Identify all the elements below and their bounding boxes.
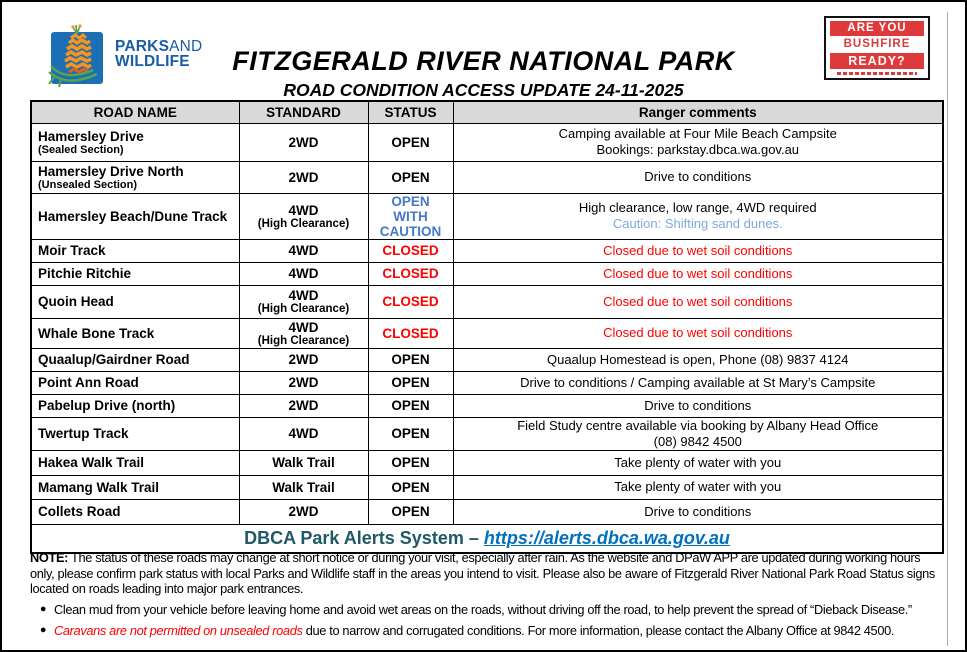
- note-paragraph: [30, 550, 947, 597]
- road-name: Mamang Walk Trail: [38, 479, 160, 495]
- road-standard: 4WD: [288, 288, 319, 303]
- table-row: [31, 417, 943, 450]
- road-standard: 4WD: [288, 426, 319, 441]
- ranger-comment-line2: (08) 9842 4500: [653, 433, 742, 449]
- road-status: CLOSED: [368, 318, 453, 348]
- bullet-text: [54, 623, 894, 638]
- note-text: The status of these roads may change at short notice or during your visit, especially after rain. As the website and DPaW APP are updated during working hours only, please confirm park status with local Parks and Wildlife staff in the areas you intend to visit. Please also be aware of Fitzgerald River National Park Road Status signs located on roads leading into major park entrances.: [30, 550, 935, 596]
- road-status: CLOSED: [368, 262, 453, 285]
- ranger-comment: Drive to conditions: [644, 169, 752, 184]
- logo-wordmark: PARKSAND WILDLIFE: [115, 38, 203, 70]
- ranger-comment: Take plenty of water with you: [614, 479, 782, 494]
- road-status: CLOSED: [368, 239, 453, 262]
- road-name: Hamersley Beach/Dune Track: [38, 208, 228, 224]
- table-row: [31, 161, 943, 193]
- table-row: [31, 450, 943, 475]
- road-standard: 4WD: [288, 202, 319, 218]
- table-row: [31, 193, 943, 239]
- road-standard: 2WD: [288, 134, 319, 150]
- note-label: NOTE:: [30, 550, 69, 565]
- road-status: OPEN: [368, 394, 453, 417]
- badge-fine-print: [837, 72, 917, 75]
- ranger-comment: Drive to conditions: [644, 397, 752, 413]
- table-row: [31, 348, 943, 371]
- road-name-sub: (Sealed Section): [38, 143, 124, 156]
- table-row: [31, 499, 943, 524]
- ranger-comment: Drive to conditions / Camping available at St Mary’s Campsite: [520, 374, 876, 390]
- bullet-text-rest: due to narrow and corrugated conditions. For more information, please contact the Albany Office at 9842 4500.: [302, 623, 895, 638]
- road-status: OPEN: [368, 475, 453, 499]
- ranger-comment: Take plenty of water with you: [614, 454, 782, 470]
- table-row: [31, 285, 943, 318]
- badge-line-1: ARE YOU: [830, 21, 924, 36]
- ranger-comment: Field Study centre available via booking by Albany Head Office: [517, 417, 879, 433]
- road-standard: 2WD: [288, 169, 319, 185]
- road-standard-sub: (High Clearance): [257, 303, 350, 315]
- bullet-list: [32, 602, 947, 644]
- table-row: [31, 475, 943, 499]
- road-standard: Walk Trail: [272, 479, 335, 495]
- road-conditions-table: [30, 100, 944, 554]
- table-row: [31, 318, 943, 348]
- road-standard: 2WD: [288, 504, 319, 519]
- road-status: OPEN: [368, 161, 453, 193]
- header-status: STATUS: [368, 101, 453, 123]
- header-ranger-comments: Ranger comments: [453, 101, 943, 123]
- table-row: [31, 123, 943, 161]
- ranger-comment-line2: Bookings: parkstay.dbca.wa.gov.au: [596, 142, 800, 157]
- road-name: Quaalup/Gairdner Road: [38, 352, 190, 367]
- ranger-comment: Closed due to wet soil conditions: [603, 325, 793, 340]
- road-name: Quoin Head: [38, 294, 114, 309]
- header-road-name: ROAD NAME: [31, 101, 239, 123]
- table-row: [31, 262, 943, 285]
- ranger-comment: Quaalup Homestead is open, Phone (08) 9837 4124: [547, 351, 849, 367]
- road-name: Point Ann Road: [38, 375, 139, 390]
- alerts-system-link[interactable]: https://alerts.dbca.wa.gov.au: [483, 527, 730, 548]
- bushfire-ready-badge: [824, 16, 930, 80]
- header-standard: STANDARD: [239, 101, 368, 123]
- road-standard: 4WD: [288, 266, 319, 281]
- ranger-comment: Closed due to wet soil conditions: [603, 293, 793, 309]
- bullet-icon: ●: [39, 624, 47, 636]
- table-row: [31, 394, 943, 417]
- alerts-system-label: DBCA Park Alerts System –: [244, 527, 484, 548]
- road-name: Moir Track: [38, 243, 106, 258]
- road-name: Pitchie Ritchie: [38, 266, 132, 281]
- badge-line-3: READY?: [830, 53, 924, 69]
- table-header-row: [31, 101, 943, 123]
- ranger-comment: Closed due to wet soil conditions: [603, 265, 793, 281]
- ranger-comment: Closed due to wet soil conditions: [603, 242, 793, 258]
- road-standard: 2WD: [288, 352, 319, 367]
- ranger-comment-line2: Caution: Shifting sand dunes.: [612, 216, 783, 231]
- ranger-comment: High clearance, low range, 4WD required: [578, 200, 817, 215]
- bullet-text: Clean mud from your vehicle before leaving home and avoid wet areas on the roads, without driving off the road, to help prevent the spread of “Dieback Disease.”: [54, 602, 912, 617]
- road-name: Collets Road: [38, 504, 121, 519]
- bullet-text-red: Caravans are not permitted on unsealed roads: [54, 623, 303, 638]
- road-status: OPEN: [368, 417, 453, 450]
- road-name: Hakea Walk Trail: [38, 455, 145, 470]
- ranger-comment: Drive to conditions: [644, 503, 752, 519]
- road-standard-sub: (High Clearance): [257, 217, 350, 230]
- road-standard: 4WD: [288, 319, 319, 335]
- badge-line-2: BUSHFIRE: [830, 38, 924, 51]
- road-standard: Walk Trail: [272, 455, 335, 470]
- road-name: Pabelup Drive (north): [38, 398, 176, 413]
- road-name: Hamersley Drive North: [38, 163, 184, 179]
- page-title: FITZGERALD RIVER NATIONAL PARK: [232, 46, 735, 76]
- road-name: Twertup Track: [38, 426, 129, 441]
- page-edge-line: [947, 12, 948, 646]
- ranger-comment: Camping available at Four Mile Beach Campsite: [558, 126, 837, 141]
- road-status: OPEN: [368, 371, 453, 394]
- bullet-icon: ●: [39, 603, 47, 615]
- road-name: Hamersley Drive: [38, 128, 144, 144]
- road-status: OPEN: [368, 123, 453, 161]
- banksia-flower-icon: [47, 24, 109, 88]
- road-standard: 4WD: [288, 243, 319, 258]
- road-standard-sub: (High Clearance): [257, 334, 350, 347]
- road-status: OPEN: [368, 450, 453, 475]
- bullet-item: [32, 623, 947, 638]
- road-standard: 2WD: [288, 398, 319, 413]
- road-standard: 2WD: [288, 375, 319, 390]
- road-status: OPEN: [368, 348, 453, 371]
- road-status: CLOSED: [368, 285, 453, 318]
- road-name: Whale Bone Track: [38, 325, 155, 341]
- page-subtitle: ROAD CONDITION ACCESS UPDATE 24-11-2025: [283, 80, 684, 100]
- road-status: OPEN: [368, 499, 453, 524]
- table-row: [31, 371, 943, 394]
- bullet-item: [32, 602, 947, 617]
- road-name-sub: (Unsealed Section): [38, 178, 138, 191]
- road-status: OPEN WITH CAUTION: [368, 193, 453, 239]
- table-row: [31, 239, 943, 262]
- table-footer-row: [31, 524, 943, 553]
